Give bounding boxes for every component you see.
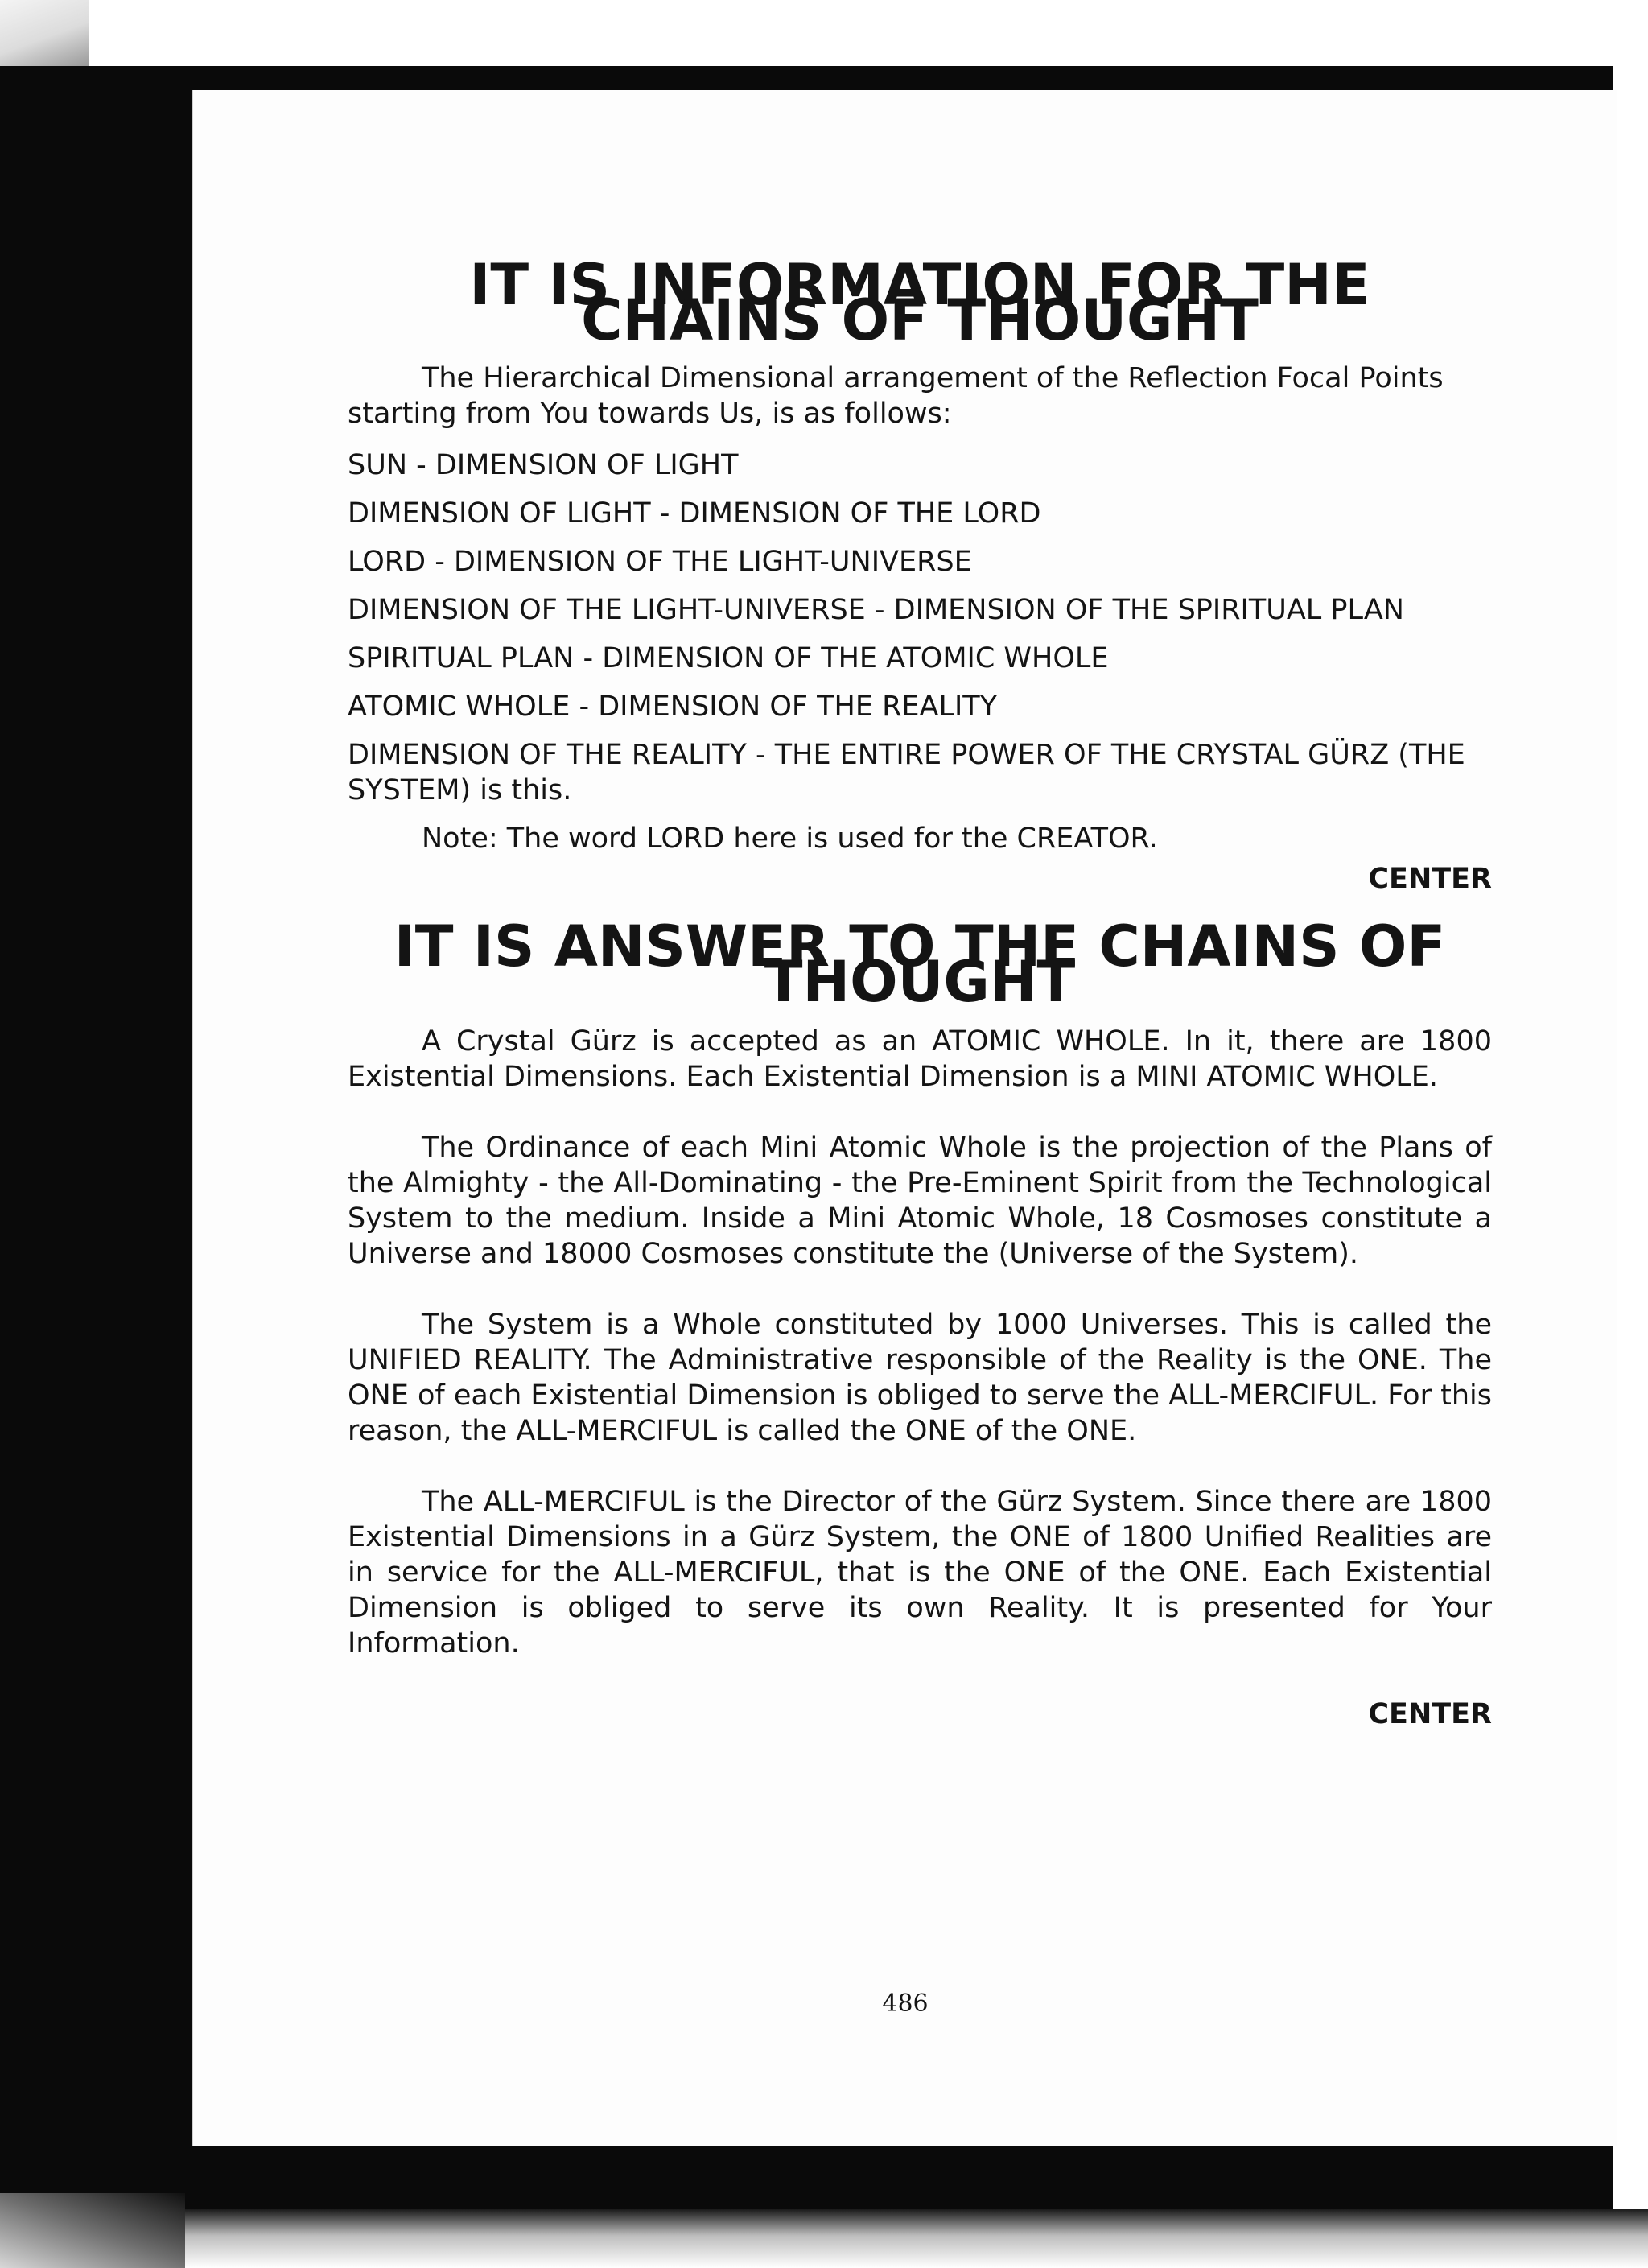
section-heading-answer: IT IS ANSWER TO THE CHAINS OF THOUGHT bbox=[393, 913, 1446, 1015]
page-text-block bbox=[348, 252, 1492, 1732]
signature-center: CENTER bbox=[1368, 863, 1492, 895]
intro-paragraph: The Hierarchical Dimensional arrangement of the Reflection Focal Points starting from You towards Us, is as follows: bbox=[348, 362, 1444, 430]
body-paragraph: A Crystal Gürz is accepted as an ATOMIC WHOLE. In it, there are 1800 Existential Dimensions. Each Existential Dimension is a MINI ATOMIC WHOLE. bbox=[348, 1025, 1492, 1093]
page-number: 486 bbox=[882, 1990, 929, 2018]
note-paragraph: Note: The word LORD here is used for the CREATOR. bbox=[422, 823, 1158, 855]
list-item: ATOMIC WHOLE - DIMENSION OF THE REALITY bbox=[348, 691, 998, 723]
list-item: DIMENSION OF THE LIGHT-UNIVERSE - DIMENSION OF THE SPIRITUAL PLAN bbox=[348, 594, 1404, 626]
document-page bbox=[192, 90, 1617, 2146]
list-item: DIMENSION OF LIGHT - DIMENSION OF THE LORD bbox=[348, 497, 1041, 530]
list-item: SPIRITUAL PLAN - DIMENSION OF THE ATOMIC WHOLE bbox=[348, 642, 1109, 674]
scan-top-edge bbox=[89, 0, 1648, 66]
list-item: LORD - DIMENSION OF THE LIGHT-UNIVERSE bbox=[348, 546, 972, 578]
list-item: DIMENSION OF THE REALITY - THE ENTIRE POWER OF THE CRYSTAL GÜRZ (THE SYSTEM) is this. bbox=[348, 739, 1465, 806]
dimension-list bbox=[348, 447, 1492, 808]
body-paragraph: The Ordinance of each Mini Atomic Whole is the projection of the Plans of the Almighty - the All-Dominating - the Pre-Eminent Spirit from the Technological System to the medium. Inside a Mini Atomic Whole, 18 Cosmoses constitute a Universe and 18000 Cosmoses constitute the (Universe of the System). bbox=[348, 1132, 1492, 1270]
scan-right-edge bbox=[1613, 66, 1648, 2209]
scan-corner-top-left bbox=[0, 0, 89, 66]
scan-bottom-edge bbox=[185, 2209, 1648, 2268]
list-item: SUN - DIMENSION OF LIGHT bbox=[348, 449, 739, 481]
body-paragraph: The System is a Whole constituted by 1000 Universes. This is called the UNIFIED REALITY. The Administrative responsible of the Reality is the ONE. The ONE of each Existential Dimension is obliged to serve the ALL-MERCIFUL. For this reason, the ALL-MERCIFUL is called the ONE of the ONE. bbox=[348, 1309, 1492, 1447]
body-paragraph: The ALL-MERCIFUL is the Director of the Gürz System. Since there are 1800 Existential Dimensions in a Gürz System, the ONE of 1800 Unified Realities are in service for the ALL-MERCIFUL, that is the ONE of the ONE. Each Existential Dimension is obliged to serve its own Reality. It is presented for Your Information. bbox=[348, 1486, 1492, 1660]
scan-corner-bottom-left bbox=[0, 2193, 185, 2268]
section-heading-information: IT IS INFORMATION FOR THE CHAINS OF THOUGHT bbox=[469, 252, 1370, 353]
signature-center: CENTER bbox=[1368, 1698, 1492, 1730]
